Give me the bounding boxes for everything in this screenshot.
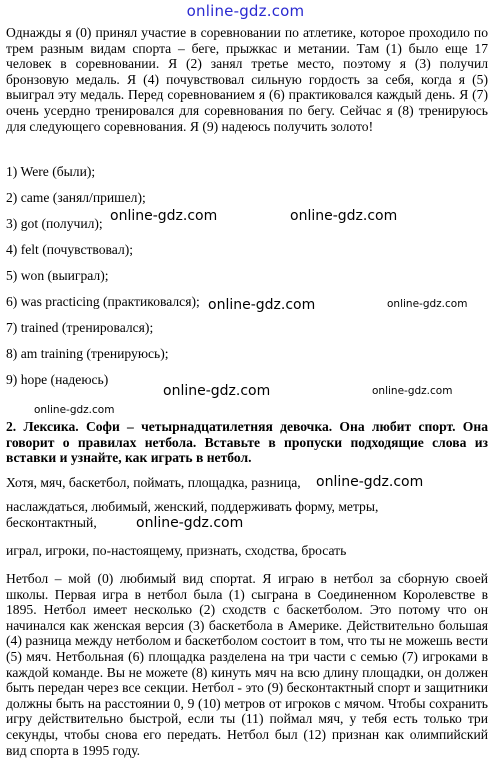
answer-7: 7) trained (тренировался); [6, 320, 154, 335]
task2-heading: 2. Лексика. Софи – четырнадцатилетняя девочка. Она любит спорт. Она говорит о правилах нетбола. Вставьте в пропуски подходящие слова из вставки и узнайте, как играть в нетбол. [6, 419, 488, 466]
watermark: online-gdz.com [208, 297, 316, 313]
watermark: online-gdz.com [372, 385, 453, 397]
watermark-top: online-gdz.com [186, 2, 305, 20]
answer-1: 1) Were (были); [6, 164, 96, 179]
watermark: online-gdz.com [34, 404, 115, 416]
answer-2: 2) came (занял/пришел); [6, 190, 146, 205]
answer-5: 5) won (выиграл); [6, 268, 109, 283]
netball-text: Нетбол – мой (0) любимый вид спортat. Я играю в нетбол за сборную своей школы. Первая игра в нетбол была (1) сыграна в Соединенном Королевстве в 1895. Нетбол имеет несколько (2) сходств с баскетболом. Это потому что он начинался как женская версия (3) баскетбола в Америке. Действительно большая (4) разница между нетболом и баскетболом состоит в том, что ты не можешь вести (5) мяч. Нетбольная (6) площадка разделена на три части с семью (7) игроками в каждой команде. Вы не можете (8) кинуть мяч на всю длину площадки, он должен быть передан через все секции. Нетбол - это (9) бесконтактный спорт и защитники должны быть на расстоянии 0, 9 (10) метров от игроков с мячом. Чтобы сохранить игру действительно быстрой, если ты (11) поймал мяч, у тебя есть только три секунды, чтобы снова его передать. Нетбол был (12) признан как олимпийский вид спорта в 1995 году. [6, 571, 488, 758]
watermark: online-gdz.com [290, 208, 398, 224]
watermark: online-gdz.com [163, 383, 271, 399]
word-bank-line-2: наслаждаться, любимый, женский, поддерживать форму, метры, [6, 499, 379, 514]
answer-6: 6) was practicing (практиковался); [6, 294, 200, 309]
watermark: online-gdz.com [316, 474, 424, 490]
watermark: online-gdz.com [136, 515, 244, 531]
answer-8: 8) am training (тренируюсь); [6, 346, 169, 361]
answer-4: 4) felt (почувствовал); [6, 242, 134, 257]
answer-3: 3) got (получил); [6, 216, 103, 231]
answer-9: 9) hope (надеюсь) [6, 372, 109, 387]
watermark: online-gdz.com [387, 298, 468, 310]
word-bank-line-3: бесконтактный, [6, 515, 97, 530]
word-bank-line-4: играл, игроки, по-настоящему, признать, сходства, бросать [6, 543, 347, 558]
text-paragraph: Однажды я (0) принял участие в соревновании по атлетике, которое проходило по трем разным видам спорта – беге, прыжкас и метании. Там (1) было еще 17 человек в соревновании. Я (2) занял третье место, поэтому я (3) получил бронзовую медаль. Я (4) почувствовал сильную гордость за себя, когда я (5) выиграл эту медаль. Перед соревнованием я (6) практиковался каждый день. Я (7) очень усердно тренировался для соревнования по бегу. Сейчас я (8) тренируюсь для следующего соревнования. Я (9) надеюсь получить золото! [6, 25, 488, 134]
word-bank-line-1: Хотя, мяч, баскетбол, поймать, площадка, разница, [6, 475, 301, 490]
watermark: online-gdz.com [110, 208, 218, 224]
